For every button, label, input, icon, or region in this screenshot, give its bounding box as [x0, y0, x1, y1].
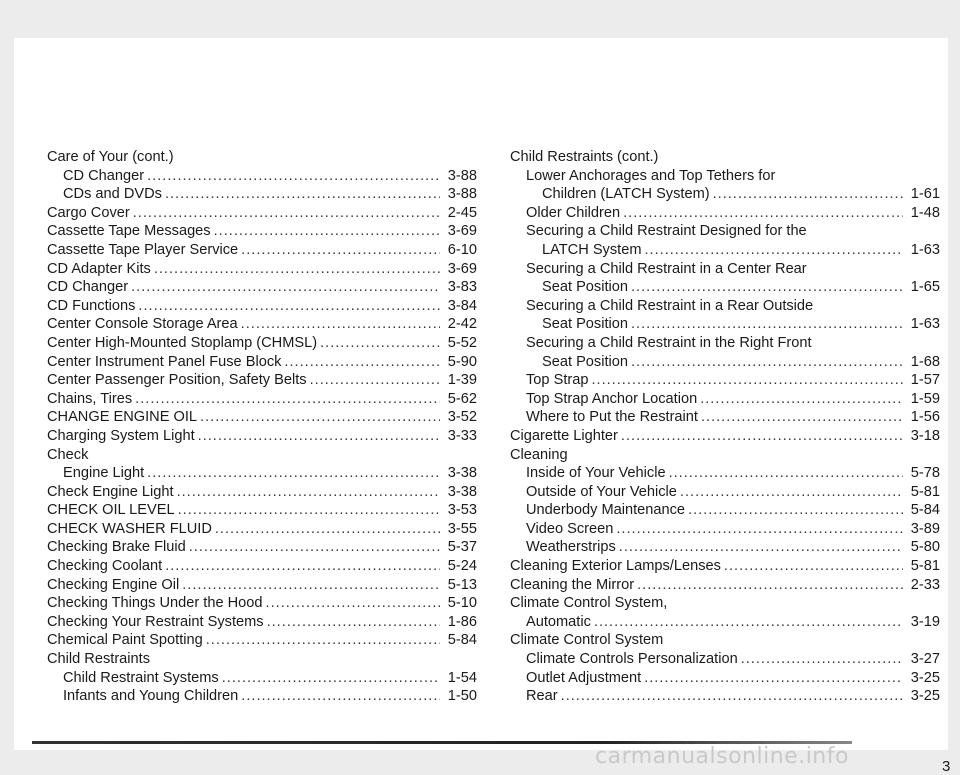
index-entry-page: 1-63	[910, 241, 940, 258]
dot-leader	[701, 408, 903, 427]
index-entry-text: Chains, Tires	[47, 390, 133, 407]
dot-leader	[561, 687, 903, 706]
index-entry-text: Child Restraint Systems	[63, 669, 219, 686]
index-entry-text: Center High-Mounted Stoplamp (CHMSL)	[47, 334, 318, 351]
index-entry-page: 2-45	[447, 204, 477, 221]
index-entry-page: 3-55	[447, 520, 477, 537]
index-entry-text: Automatic	[526, 613, 591, 630]
index-entry	[510, 185, 940, 204]
index-entry	[47, 483, 477, 502]
index-entry-text: Center Passenger Position, Safety Belts	[47, 372, 307, 389]
index-entry-text: Older Children	[526, 204, 621, 221]
dot-leader	[631, 315, 903, 334]
index-entry-text: Child Restraints	[47, 651, 151, 668]
dot-leader	[133, 204, 440, 223]
index-entry-text: Lower Anchorages and Top Tethers for	[526, 167, 776, 184]
index-entry-text: Seat Position	[542, 316, 628, 333]
index-entry-page: 5-52	[447, 334, 477, 351]
index-entry-page: 5-81	[910, 483, 940, 500]
index-entry-text: Securing a Child Restraint in the Right Front	[526, 334, 812, 351]
index-entry	[510, 260, 940, 279]
dot-leader	[713, 185, 903, 204]
index-entry-text: CDs and DVDs	[63, 186, 162, 203]
dot-leader	[594, 613, 903, 632]
index-entry-page: 1-39	[447, 372, 477, 389]
index-entry-page: 3-88	[447, 167, 477, 184]
dot-leader	[189, 538, 440, 557]
index-entry	[47, 520, 477, 539]
index-entry-text: Center Console Storage Area	[47, 316, 238, 333]
dot-leader	[182, 576, 440, 595]
index-entry	[510, 315, 940, 334]
dot-leader	[206, 631, 440, 650]
index-entry	[47, 297, 477, 316]
index-entry-text: Rear	[526, 688, 558, 705]
dot-leader	[241, 687, 440, 706]
index-entry-text: Cleaning the Mirror	[510, 576, 635, 593]
dot-leader	[623, 204, 903, 223]
dot-leader	[241, 315, 440, 334]
index-entry	[47, 222, 477, 241]
dot-leader	[619, 538, 903, 557]
index-entry-text: Securing a Child Restraint in a Rear Outside	[526, 297, 814, 314]
index-entry-text: Climate Controls Personalization	[526, 651, 738, 668]
index-entry-page: 3-33	[447, 427, 477, 444]
index-entry	[47, 167, 477, 186]
index-entry	[47, 148, 477, 167]
dot-leader	[320, 334, 440, 353]
dot-leader	[669, 464, 903, 483]
index-entry-page: 5-37	[447, 539, 477, 556]
index-entry	[47, 390, 477, 409]
dot-leader	[741, 650, 903, 669]
index-entry-text: Weatherstrips	[526, 539, 616, 556]
dot-leader	[241, 241, 440, 260]
index-entry-page: 5-13	[447, 576, 477, 593]
index-entry-page: 3-83	[447, 279, 477, 296]
index-entry-page: 5-80	[910, 539, 940, 556]
index-entry	[47, 650, 477, 669]
index-entry-text: Children (LATCH System)	[542, 186, 710, 203]
index-entry-page: 5-62	[447, 390, 477, 407]
index-entry-text: Check Engine Light	[47, 483, 174, 500]
index-entry-page: 3-27	[910, 651, 940, 668]
dot-leader	[644, 241, 903, 260]
index-entry	[510, 222, 940, 241]
dot-leader	[631, 278, 903, 297]
dot-leader	[644, 669, 903, 688]
index-entry-text: Charging System Light	[47, 427, 195, 444]
index-entry	[510, 464, 940, 483]
dot-leader	[616, 520, 903, 539]
index-entry	[510, 650, 940, 669]
index-entry	[47, 631, 477, 650]
index-entry-text: Checking Engine Oil	[47, 576, 180, 593]
index-entry-text: Securing a Child Restraint in a Center Rear	[526, 260, 807, 277]
index-entry-page: 3-88	[447, 186, 477, 203]
index-entry-page: 1-48	[910, 204, 940, 221]
index-entry	[47, 538, 477, 557]
dot-leader	[680, 483, 903, 502]
index-entry	[47, 427, 477, 446]
index-entry-page: 3-19	[910, 613, 940, 630]
dot-leader	[284, 353, 440, 372]
index-entry	[47, 613, 477, 632]
index-entry-page: 5-24	[447, 558, 477, 575]
index-entry-page: 3-18	[910, 427, 940, 444]
dot-leader	[621, 427, 903, 446]
index-entry	[510, 446, 940, 465]
index-entry	[510, 520, 940, 539]
index-entry	[47, 501, 477, 520]
index-entry	[510, 576, 940, 595]
index-entry-page: 1-65	[910, 279, 940, 296]
dot-leader	[310, 371, 440, 390]
index-entry-text: Cargo Cover	[47, 204, 130, 221]
index-entry-text: Cassette Tape Messages	[47, 223, 211, 240]
dot-leader	[198, 427, 440, 446]
index-entry-text: Checking Brake Fluid	[47, 539, 186, 556]
dot-leader	[724, 557, 903, 576]
index-entry	[510, 631, 940, 650]
index-entry-page: 3-53	[447, 502, 477, 519]
index-entry-page: 3-69	[447, 223, 477, 240]
index-entry-page: 5-78	[910, 465, 940, 482]
dot-leader	[165, 185, 440, 204]
dot-leader	[222, 669, 440, 688]
index-entry-text: Cleaning	[510, 446, 568, 463]
dot-leader	[591, 371, 903, 390]
index-entry-text: Top Strap Anchor Location	[526, 390, 698, 407]
index-entry-text: Climate Control System,	[510, 595, 668, 612]
index-entry-page: 1-61	[910, 186, 940, 203]
index-entry-text: Check	[47, 446, 89, 463]
index-entry-text: Cassette Tape Player Service	[47, 241, 239, 258]
index-entry	[47, 464, 477, 483]
index-entry	[510, 148, 940, 167]
dot-leader	[135, 390, 440, 409]
dot-leader	[177, 483, 440, 502]
index-entry	[510, 390, 940, 409]
index-entry	[47, 576, 477, 595]
index-entry	[47, 241, 477, 260]
index-entry-page: 3-52	[447, 409, 477, 426]
index-column-left	[47, 148, 477, 706]
index-entry	[47, 408, 477, 427]
dot-leader	[147, 464, 440, 483]
index-entry-text: Seat Position	[542, 279, 628, 296]
index-entry-page: 1-54	[447, 669, 477, 686]
dot-leader	[637, 576, 903, 595]
index-entry-text: Securing a Child Restraint Designed for the	[526, 223, 807, 240]
watermark: carmanualsonline.info	[595, 744, 849, 769]
index-entry	[510, 687, 940, 706]
index-entry-page: 2-33	[910, 576, 940, 593]
index-entry	[47, 669, 477, 688]
index-entry-text: Outside of Your Vehicle	[526, 483, 677, 500]
dot-leader	[165, 557, 440, 576]
index-entry-text: Outlet Adjustment	[526, 669, 642, 686]
index-entry-text: Top Strap	[526, 372, 589, 389]
index-entry-text: LATCH System	[542, 241, 642, 258]
index-entry	[47, 204, 477, 223]
index-entry-page: 5-81	[910, 558, 940, 575]
index-entry	[510, 557, 940, 576]
index-entry-text: Video Screen	[526, 520, 614, 537]
page-number: 3	[942, 758, 951, 775]
index-entry-text: Where to Put the Restraint	[526, 409, 698, 426]
index-entry	[510, 427, 940, 446]
index-entry-page: 3-25	[910, 669, 940, 686]
index-entry	[47, 185, 477, 204]
index-entry-page: 3-38	[447, 483, 477, 500]
dot-leader	[154, 260, 440, 279]
index-entry	[510, 408, 940, 427]
index-entry	[47, 557, 477, 576]
dot-leader	[214, 222, 440, 241]
index-entry-page: 1-50	[447, 688, 477, 705]
index-entry-text: Seat Position	[542, 353, 628, 370]
index-entry-page: 5-90	[447, 353, 477, 370]
index-entry-text: CD Changer	[63, 167, 145, 184]
index-entry	[510, 669, 940, 688]
index-entry-page: 3-89	[910, 520, 940, 537]
index-entry	[510, 204, 940, 223]
index-entry	[510, 538, 940, 557]
index-entry-page: 1-86	[447, 613, 477, 630]
dot-leader	[267, 613, 440, 632]
index-entry	[510, 353, 940, 372]
index-column-right	[510, 148, 940, 706]
index-entry-text: Checking Things Under the Hood	[47, 595, 263, 612]
index-entry-text: Child Restraints (cont.)	[510, 149, 659, 165]
index-entry-text: Cleaning Exterior Lamps/Lenses	[510, 558, 721, 575]
index-entry-text: CHANGE ENGINE OIL	[47, 409, 198, 426]
index-entry	[510, 613, 940, 632]
index-entry-text: Underbody Maintenance	[526, 502, 686, 519]
index-entry-page: 5-10	[447, 595, 477, 612]
dot-leader	[178, 501, 440, 520]
index-entry	[47, 278, 477, 297]
dot-leader	[138, 297, 440, 316]
dot-leader	[700, 390, 903, 409]
index-entry	[47, 687, 477, 706]
dot-leader	[147, 167, 440, 186]
index-entry-text: CD Changer	[47, 279, 129, 296]
index-entry-text: Climate Control System	[510, 632, 664, 649]
index-entry-text: Center Instrument Panel Fuse Block	[47, 353, 282, 370]
index-entry-page: 2-42	[447, 316, 477, 333]
index-entry	[47, 594, 477, 613]
index-entry-text: Infants and Young Children	[63, 688, 239, 705]
index-entry-page: 3-84	[447, 297, 477, 314]
index-entry-page: 1-57	[910, 372, 940, 389]
index-entry	[510, 594, 940, 613]
index-entry-page: 1-63	[910, 316, 940, 333]
index-entry-text: CD Adapter Kits	[47, 260, 151, 277]
index-entry-page: 3-69	[447, 260, 477, 277]
index-entry-text: Cigarette Lighter	[510, 427, 618, 444]
index-entry	[510, 483, 940, 502]
index-entry-text: Checking Coolant	[47, 558, 163, 575]
index-entry-page: 5-84	[910, 502, 940, 519]
dot-leader	[631, 353, 903, 372]
dot-leader	[266, 594, 440, 613]
index-entry-text: CHECK OIL LEVEL	[47, 502, 175, 519]
index-entry	[47, 260, 477, 279]
index-entry	[510, 297, 940, 316]
index-entry-text: Inside of Your Vehicle	[526, 465, 666, 482]
index-entry	[47, 334, 477, 353]
index-entry	[510, 334, 940, 353]
index-entry-text: CD Functions	[47, 297, 136, 314]
index-entry-text: CHECK WASHER FLUID	[47, 520, 212, 537]
index-entry	[47, 353, 477, 372]
index-entry-page: 3-38	[447, 465, 477, 482]
index-entry	[47, 371, 477, 390]
index-entry	[510, 167, 940, 186]
index-entry-page: 5-84	[447, 632, 477, 649]
index-entry-page: 1-56	[910, 409, 940, 426]
index-entry-page: 3-25	[910, 688, 940, 705]
index-entry-text: Engine Light	[63, 465, 145, 482]
index-entry-text: Checking Your Restraint Systems	[47, 613, 264, 630]
dot-leader	[131, 278, 440, 297]
index-entry	[510, 241, 940, 260]
index-entry-text: Chemical Paint Spotting	[47, 632, 203, 649]
index-entry	[510, 501, 940, 520]
index-entry	[510, 278, 940, 297]
dot-leader	[200, 408, 440, 427]
index-entry-text: Care of Your (cont.)	[47, 149, 174, 165]
index-entry-page: 6-10	[447, 241, 477, 258]
dot-leader	[215, 520, 440, 539]
index-entry	[47, 446, 477, 465]
index-entry	[47, 315, 477, 334]
index-entry-page: 1-68	[910, 353, 940, 370]
index-entry	[510, 371, 940, 390]
dot-leader	[688, 501, 903, 520]
index-entry-page: 1-59	[910, 390, 940, 407]
